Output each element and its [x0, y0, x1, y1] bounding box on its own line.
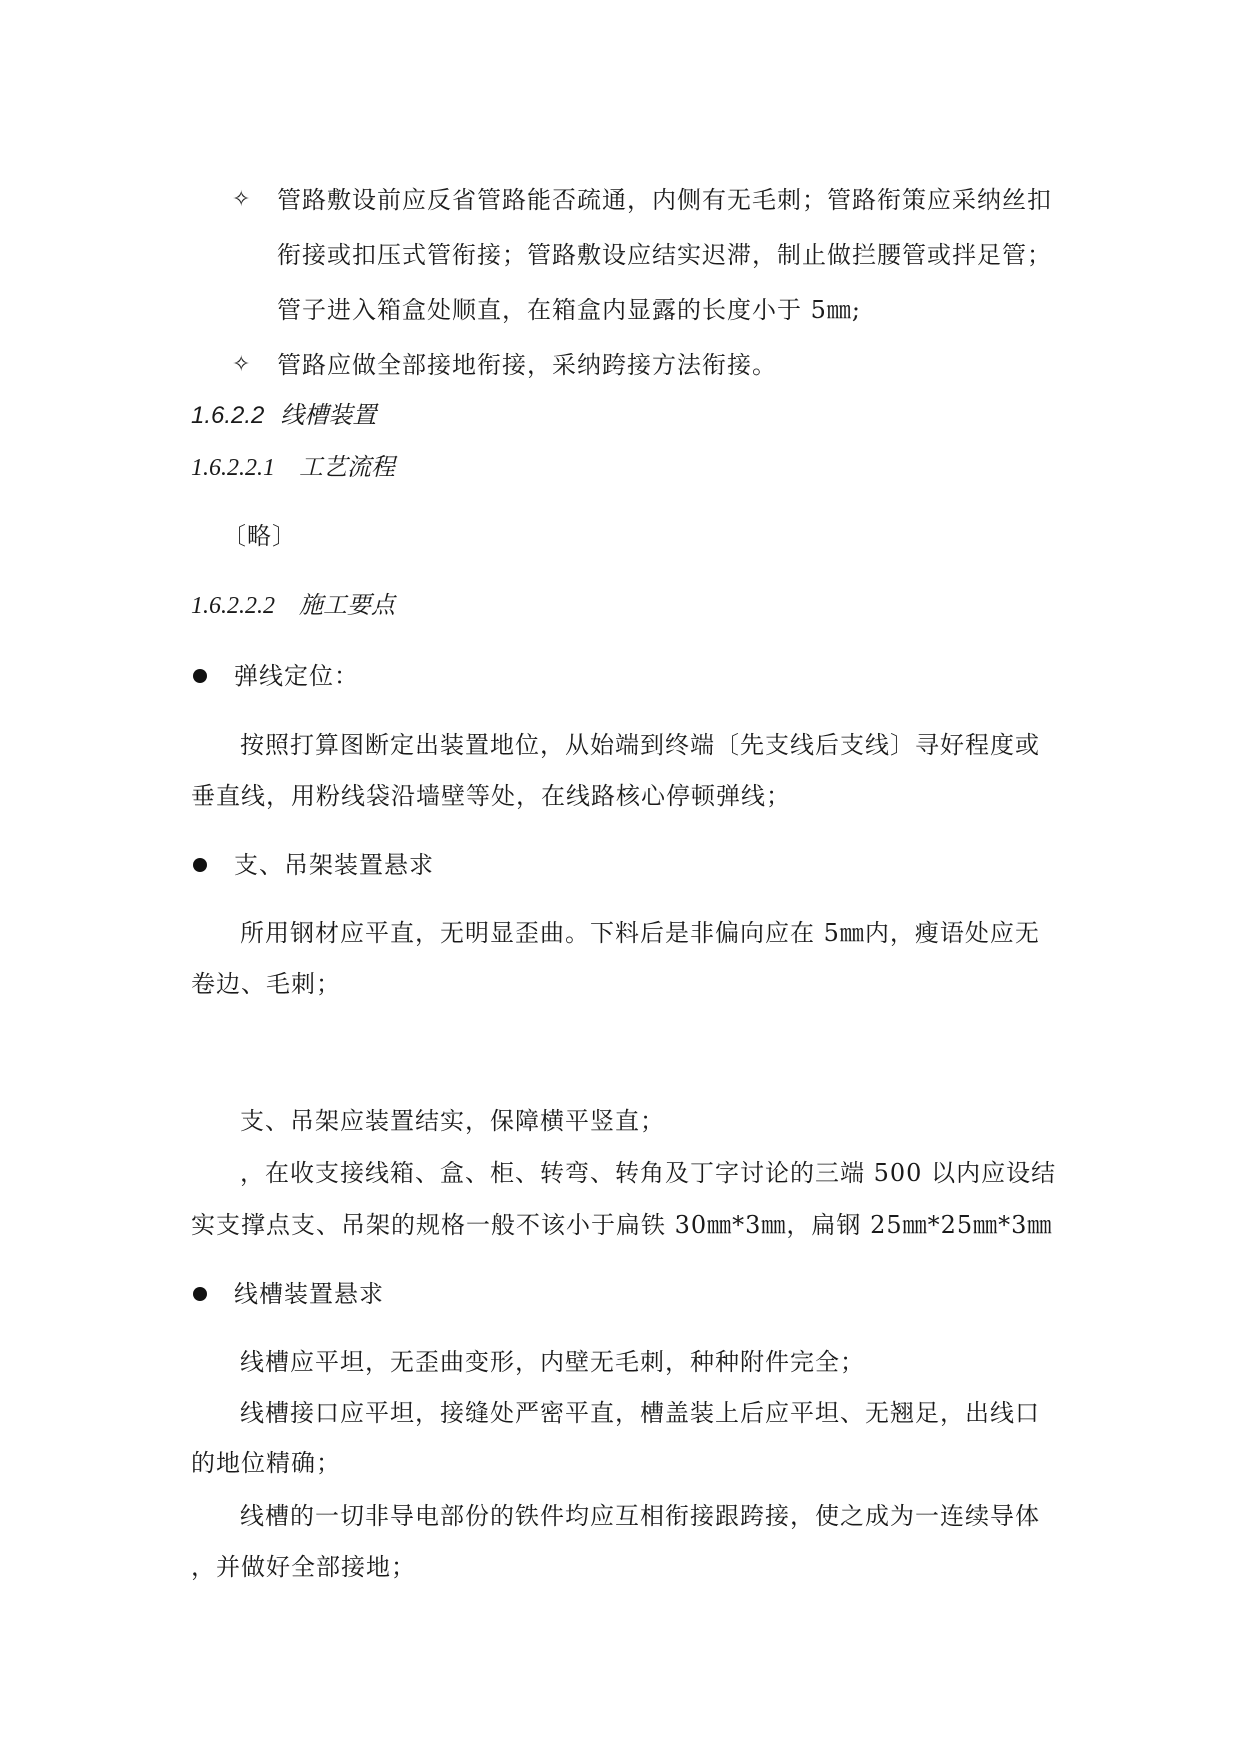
- bullet-dot-icon: [193, 669, 207, 683]
- bullet2-title: 支、吊架装置悬求: [234, 851, 434, 879]
- section-heading-1622: [191, 398, 376, 433]
- bullet3-para3-line2: ，并做好全部接地；: [191, 1553, 416, 1581]
- section-number: 1.6.2.2.2: [191, 593, 275, 619]
- pipe-item1-line2: 衔接或扣压式管衔接；管路敷设应结实迟滞，制止做拦腰管或拌足管；: [277, 241, 1052, 269]
- section-number: 1.6.2.2: [191, 402, 265, 429]
- bullet2-para1-line2: 卷边、毛刺；: [191, 970, 341, 998]
- bullet3-para1-line1: 线槽应平坦，无歪曲变形，内壁无毛刺，种种附件完全；: [240, 1348, 865, 1376]
- bullet2-para3-line2: 实支撑点支、吊架的规格一般不该小于扁铁 30㎜*3㎜，扁钢 25㎜*25㎜*3㎜: [191, 1211, 1053, 1239]
- section-title: 工艺流程: [299, 453, 395, 481]
- bullet1-title: 弹线定位：: [234, 662, 359, 690]
- bullet2-para2-line1: 支、吊架应装置结实，保障横平竖直；: [240, 1107, 665, 1135]
- section-heading-16221: [191, 450, 395, 485]
- diamond-bullet-icon: ✧: [232, 352, 251, 377]
- pipe-item1-line1: 管路敷设前应反省管路能否疏通，内侧有无毛刺；管路衔策应采纳丝扣: [277, 186, 1052, 214]
- section-heading-16222: [191, 588, 395, 623]
- bullet3-para2-line2: 的地位精确；: [191, 1449, 341, 1477]
- bullet-dot-icon: [193, 858, 207, 872]
- section-number: 1.6.2.2.1: [191, 455, 275, 481]
- section-title: 施工要点: [299, 591, 395, 619]
- bullet2-para3-line1: ，在收支接线箱、盒、柜、转弯、转角及丁字讨论的三端 500 以内应设结: [240, 1159, 1057, 1187]
- bullet-dot-icon: [193, 1287, 207, 1301]
- bullet3-para2-line1: 线槽接口应平坦，接缝处严密平直，槽盖装上后应平坦、无翘足，出线口: [240, 1399, 1040, 1427]
- bullet1-para-line2: 垂直线，用粉线袋沿墙壁等处，在线路核心停顿弹线；: [191, 782, 791, 810]
- bullet2-para1-line1: 所用钢材应平直，无明显歪曲。下料后是非偏向应在 5㎜内，瘦语处应无: [240, 919, 1040, 947]
- diamond-bullet-icon: ✧: [232, 187, 251, 212]
- section-title: 线槽装置: [280, 401, 377, 429]
- pipe-item1-line3: 管子进入箱盒处顺直，在箱盒内显露的长度小于 5㎜;: [277, 296, 861, 324]
- omitted-note: 〔略〕: [222, 522, 297, 550]
- pipe-item2-line1: 管路应做全部接地衔接，采纳跨接方法衔接。: [277, 351, 777, 379]
- bullet3-para3-line1: 线槽的一切非导电部份的铁件均应互相衔接跟跨接，使之成为一连续导体: [240, 1502, 1040, 1530]
- bullet3-title: 线槽装置悬求: [234, 1280, 384, 1308]
- bullet1-para-line1: 按照打算图断定出装置地位，从始端到终端〔先支线后支线〕寻好程度或: [240, 731, 1040, 759]
